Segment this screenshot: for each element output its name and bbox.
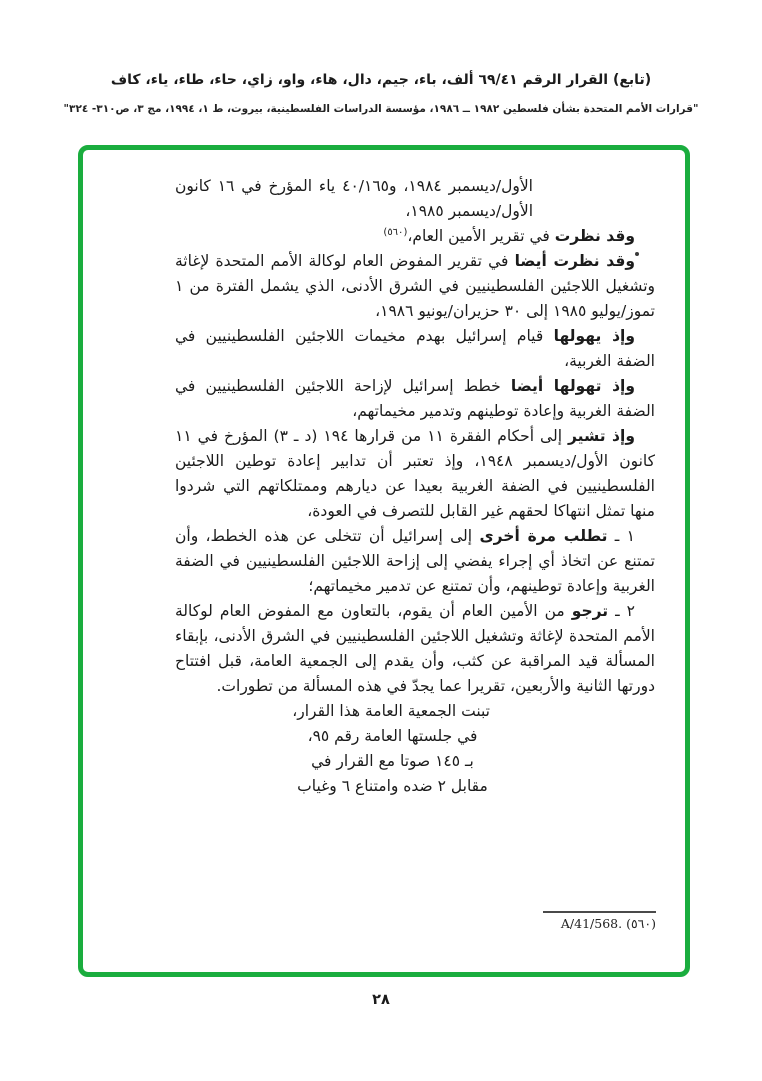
paragraph-text: إلى أحكام الفقرة ١١ من قرارها ١٩٤ (د ـ ٣) المؤرخ في ١١ كانون الأول/ديسمبر ١٩٤٨، وإذ تعتبر أن تدابير إعادة توطين اللاجئين الفلسطينيين في الضفة الغربية بعيدا عن ديارهم وممتلكاتهم التي شردوا منها تمثل انتهاكا لحقهم غير القابل للتصرف في العودة، — [175, 427, 655, 520]
continuation-line: الأول/ديسمبر ١٩٨٤، و٤٠/١٦٥ ياء المؤرخ في ١٦ كانون — [175, 177, 533, 195]
paragraph-text: خطط إسرائيل لإزاحة اللاجئين الفلسطينيين في الضفة الغربية وإعادة توطينهم وتدمير مخيماتهم، — [175, 377, 655, 420]
green-border-frame — [78, 145, 690, 977]
adoption-line: مقابل ٢ ضده وامتناع ٦ وغياب — [297, 777, 488, 795]
paragraph-lead: وقد نظرت أيضا — [514, 252, 635, 270]
adoption-vote-note — [292, 699, 490, 799]
preamble-paragraph — [175, 324, 655, 374]
paragraph-lead: وإذ يهولها — [553, 327, 635, 345]
paragraph-number: ١ ـ — [607, 527, 635, 545]
paragraph-text: في تقرير الأمين العام، — [407, 227, 555, 245]
paragraph-lead: وإذ تهولها أيضا — [510, 377, 635, 395]
adoption-line: في جلستها العامة رقم ٩٥، — [307, 727, 478, 745]
scan-artifact-dot — [635, 252, 639, 256]
paragraph-text: من الأمين العام أن يقوم، بالتعاون مع المفوض العام لوكالة الأمم المتحدة لإغاثة وتشغيل اللاجئين الفلسطينيين في الشرق الأدنى، بإبقاء المسألة قيد المراقبة عن كثب، وأن يقدم إلى الجمعية العامة، قبل افتتاح دورتها الثانية والأربعين، تقريرا عما يجدّ في هذه المسألة من تطورات. — [175, 602, 655, 695]
operative-paragraph-1 — [175, 524, 655, 599]
continuation-line: الأول/ديسمبر ١٩٨٥، — [405, 202, 533, 220]
paragraph-text: في تقرير المفوض العام لوكالة الأمم المتحدة لإغاثة وتشغيل اللاجئين الفلسطينيين في الشرق الأدنى، الذي يشمل الفترة من ١ تموز/يوليو ١٩٨٥ إلى ٣٠ حزيران/يونيو ١٩٨٦، — [175, 252, 655, 320]
operative-paragraph-2 — [175, 599, 655, 699]
paragraph-text: قيام إسرائيل بهدم مخيمات اللاجئين الفلسطينيين في الضفة الغربية، — [175, 327, 655, 370]
paragraph-text: إلى إسرائيل أن تتخلى عن هذه الخطط، وأن تمتنع عن اتخاذ أي إجراء يفضي إلى إزاحة اللاجئين الفلسطينيين في الضفة الغربية وإعادة توطينهم، وأن تمتنع عن تدمير مخيماتهم؛ — [175, 527, 655, 595]
resolution-text-column — [175, 174, 655, 799]
preamble-paragraph — [175, 249, 655, 324]
page-number: ٢٨ — [372, 992, 390, 1008]
preamble-paragraph — [175, 224, 655, 249]
adoption-line: تبنت الجمعية العامة هذا القرار، — [292, 702, 490, 720]
continuation-paragraph — [175, 174, 655, 224]
preamble-paragraph — [175, 424, 655, 524]
header-resolution-title: (تابع) القرار الرقم ٦٩/٤١ ألف، باء، جيم، دال، هاء، واو، زاي، حاء، طاء، ياء، كاف — [110, 72, 652, 88]
paragraph-lead: وقد نظرت — [554, 227, 635, 245]
paragraph-lead: تطلب مرة أخرى — [479, 527, 608, 545]
footnote-divider-rule — [543, 911, 656, 913]
header-source-citation: "قرارات الأمم المتحدة بشأن فلسطين ١٩٨٢ ــ ١٩٨٦، مؤسسة الدراسات الفلسطينية، بيروت، ط ١، ١٩٩٤، مج ٣، ص٣١٠- ٣٢٤" — [63, 103, 699, 115]
adoption-line: بـ ١٤٥ صوتا مع القرار في — [311, 752, 474, 770]
paragraph-number: ٢ ـ — [608, 602, 635, 620]
preamble-paragraph — [175, 374, 655, 424]
footnote-citation: A/41/568. (٥٦٠) — [560, 916, 656, 931]
footnote-reference: (٥٦٠) — [383, 226, 408, 238]
paragraph-lead: وإذ تشير — [568, 427, 635, 445]
paragraph-lead: ترجو — [571, 602, 609, 620]
